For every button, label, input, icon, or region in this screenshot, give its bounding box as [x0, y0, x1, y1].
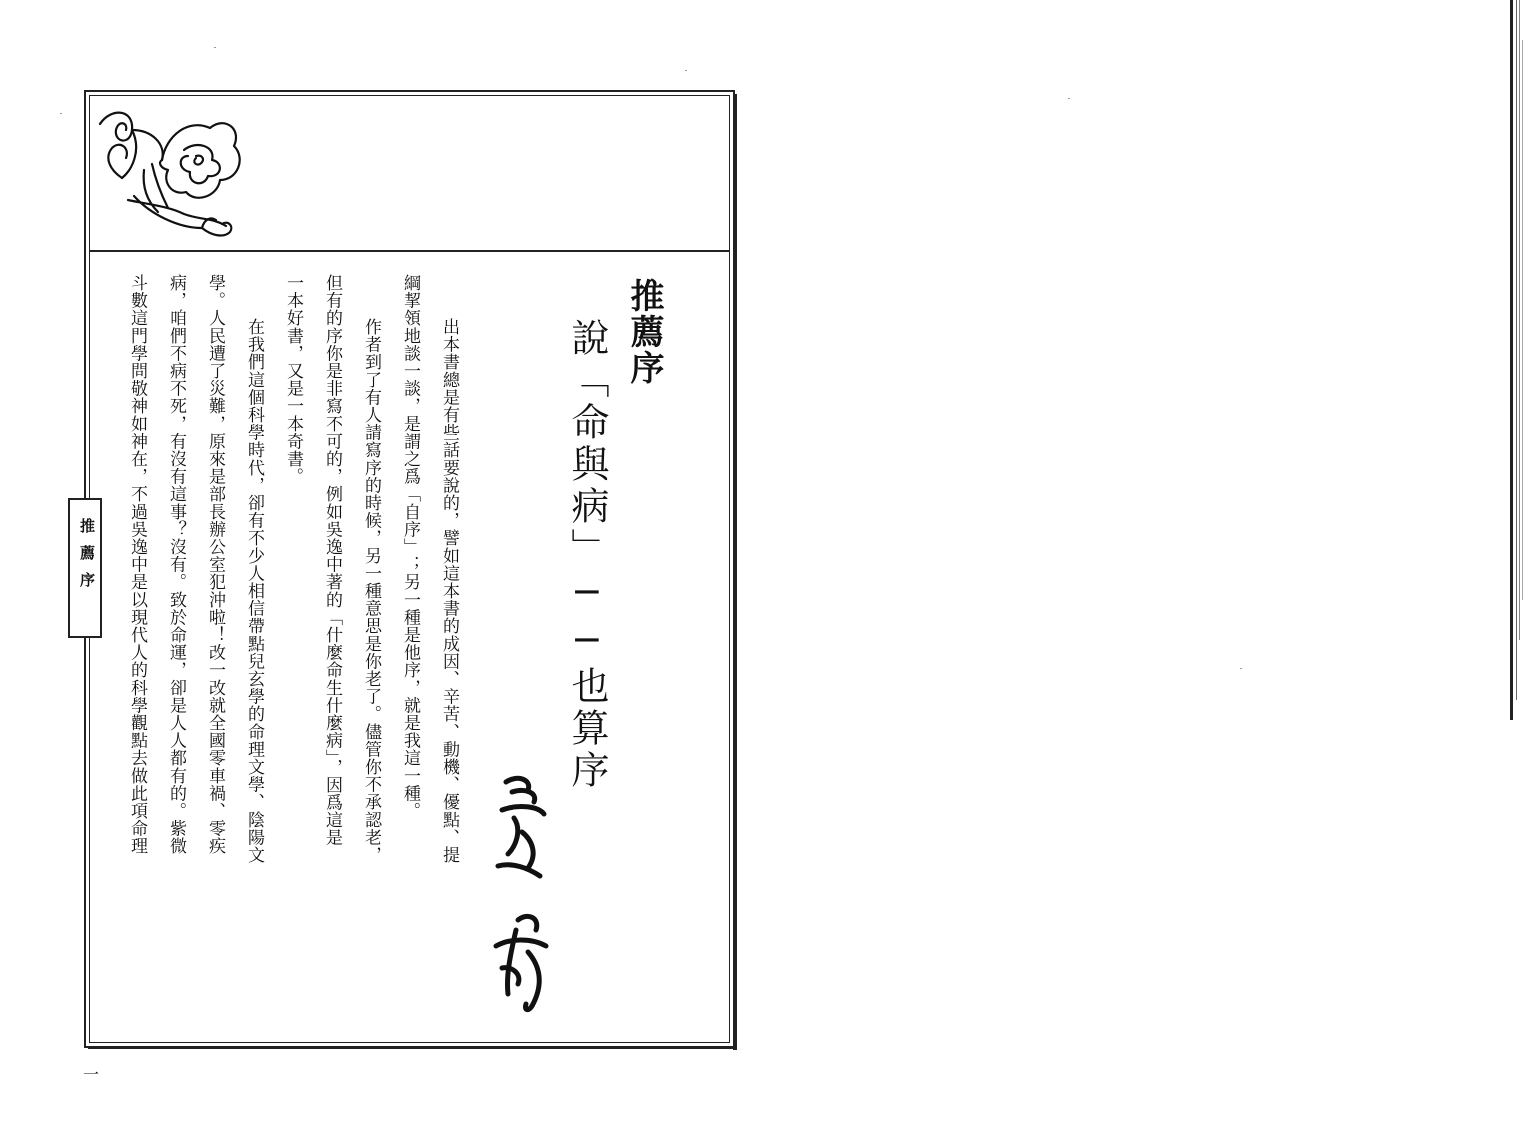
body-line-4: 但有的序你是非寫不可的，例如吳逸中著的「什麼命生什麼病」，因爲這是	[322, 274, 342, 847]
body-line-6: 在我們這個科學時代，卻有不少人相信帶點兒玄學的命理文學、陰陽文	[244, 318, 264, 864]
floral-ornament-icon	[92, 100, 252, 248]
scan-speck	[1240, 668, 1242, 669]
body-line-5: 一本好書，又是一本奇書。	[283, 274, 303, 486]
page-number: 一	[83, 1065, 100, 1084]
body-line-9: 斗數這門學問敬神如神在，不過吳逸中是以現代人的科學觀點去做此項命理	[127, 274, 147, 855]
body-line-8: 病，咱們不病不死，有沒有這事？沒有。致於命運，卻是人人都有的。紫微	[166, 274, 186, 855]
scan-speck	[1068, 98, 1070, 99]
body-line-7: 學。人民遭了災難，原來是部長辦公室犯沖啦！改一改就全國零車禍、零疾	[205, 274, 225, 855]
side-tab	[68, 498, 102, 638]
header-divider	[89, 250, 730, 252]
frame-shadow-bottom	[88, 1046, 737, 1049]
body-line-1: 出本書總是有些話要說的，譬如這本書的成因、辛苦、動機、優點、提	[439, 318, 459, 864]
section-title: 推薦序	[624, 278, 664, 386]
body-line-3: 作者到了有人請寫序的時候，另一種意思是你老了。儘管你不承認老，	[361, 318, 381, 864]
scan-speck	[685, 70, 687, 71]
essay-title: 說「命與病」──也算序	[565, 318, 609, 792]
body-line-2: 綱挈領地談一談，是謂之爲「自序」；另一種是他序，就是我這一種。	[400, 274, 420, 820]
scan-speck	[60, 113, 62, 114]
scan-speck	[214, 47, 216, 48]
frame-shadow-right	[733, 94, 737, 1050]
side-tab-label: 推薦序	[78, 518, 96, 599]
author-signature	[488, 770, 556, 1020]
page-edge-shadow	[1508, 0, 1529, 720]
